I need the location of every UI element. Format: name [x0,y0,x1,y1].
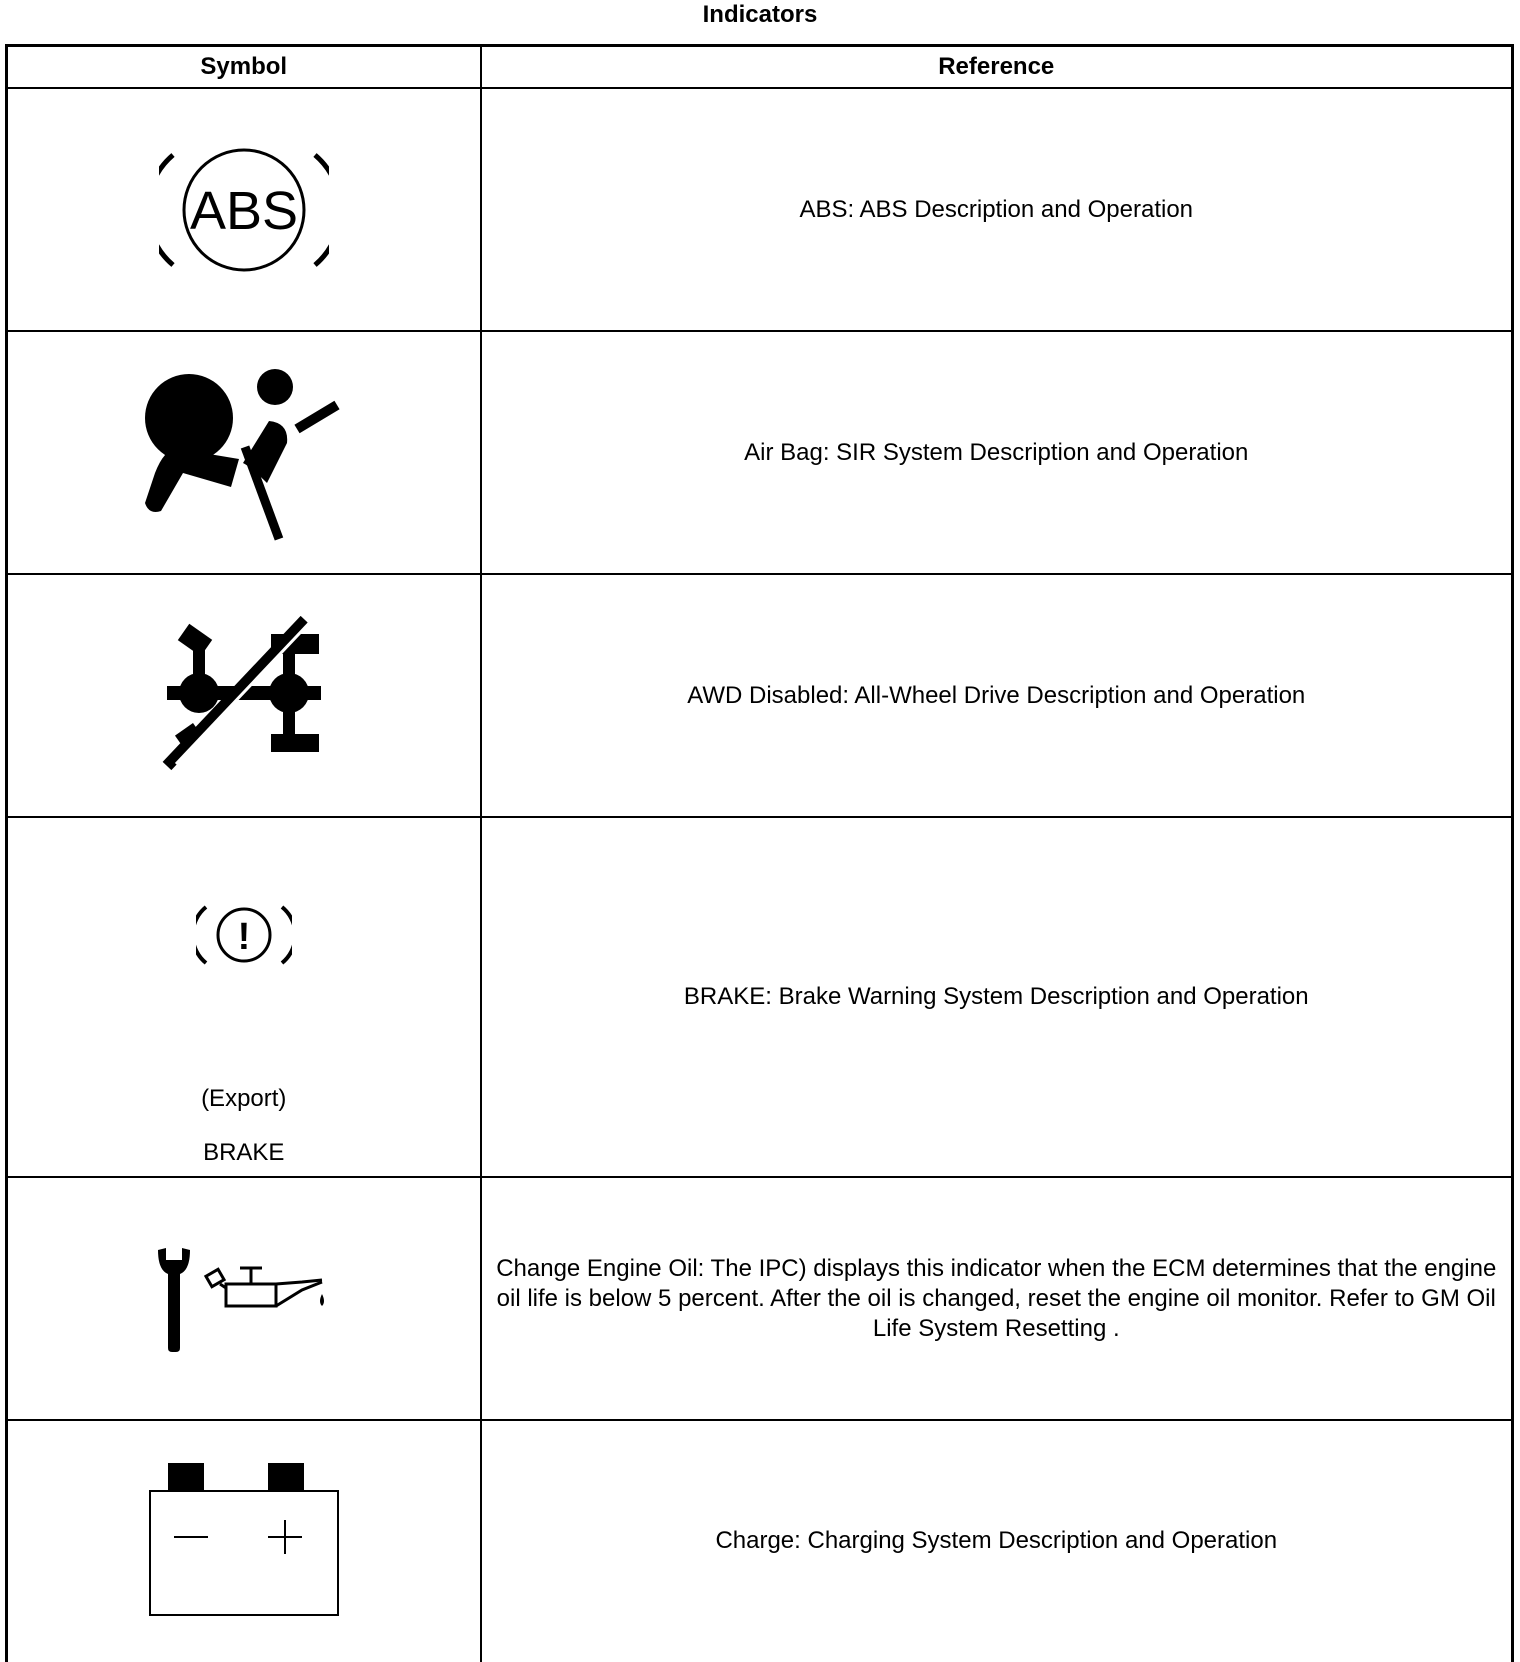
battery-icon [144,1461,344,1621]
awd-disabled-icon [159,616,329,776]
reference-cell: Charge: Charging System Description and Operation [481,1420,1513,1662]
brake-text-label: BRAKE [203,1139,285,1166]
reference-cell: Air Bag: SIR System Description and Operation [481,331,1513,574]
table-row [7,1420,1513,1662]
brake-symbol-group [8,819,480,1175]
symbol-cell [7,1177,481,1420]
indicators-table [5,44,1514,1662]
reference-cell: ABS: ABS Description and Operation [481,88,1513,331]
page-title: Indicators [702,1,818,28]
table-row [7,817,1513,1177]
table-header-row [7,46,1513,89]
abs-warning-icon [159,145,329,275]
table-row [7,1177,1513,1420]
symbol-column-header: Symbol [7,46,481,89]
brake-icon-label: ! [237,916,251,958]
symbol-cell [7,88,481,331]
symbol-cell [7,574,481,817]
table-row [7,574,1513,817]
brake-export-label: (Export) [201,1085,287,1112]
table-row [7,88,1513,331]
change-oil-icon [154,1244,334,1354]
reference-cell: AWD Disabled: All-Wheel Drive Description and Operation [481,574,1513,817]
table-row [7,331,1513,574]
symbol-cell [7,331,481,574]
wrench-icon [158,1248,190,1352]
reference-column-header: Reference [481,46,1513,89]
reference-cell: Change Engine Oil: The IPC) displays this indicator when the ECM determines that the engine oil life is below 5 percent. After the oil is changed, reset the engine oil monitor. Refer to GM Oil Life System Resetting . [481,1177,1513,1420]
oil-can-icon [206,1268,324,1306]
symbol-cell [7,1420,481,1662]
airbag-icon [139,363,349,543]
reference-cell: BRAKE: Brake Warning System Description and Operation [481,817,1513,1177]
symbol-cell [7,817,481,1177]
abs-icon-label: ABS [189,180,298,241]
brake-warning-icon [196,903,292,967]
